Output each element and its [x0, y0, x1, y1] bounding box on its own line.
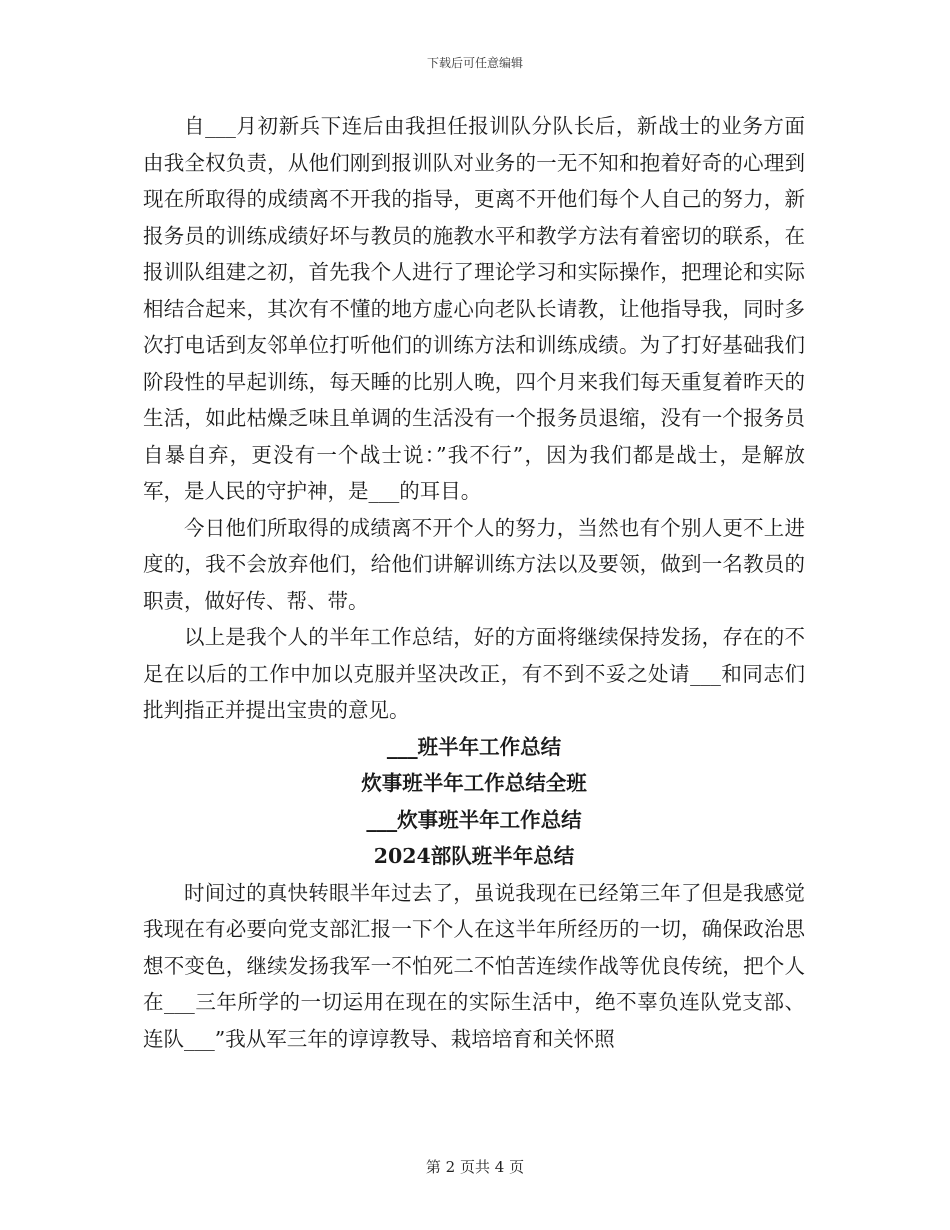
section-heading-1: ___班半年工作总结 — [386, 734, 562, 759]
document-body — [143, 108, 805, 1057]
section-headings — [143, 729, 805, 875]
body-paragraph-1: 自___月初新兵下连后由我担任报训队分队长后，新战士的业务方面由我全权负责，从他们刚到报训队对业务的一无不知和抱着好奇的心理到现在所取得的成绩离不开我的指导，更离不开他们每个人自己的努力，新报务员的训练成绩好坏与教员的施教水平和教学方法有着密切的联系，在报训队组建之初，首先我个人进行了理论学习和实际操作，把理论和实际相结合起来，其次有不懂的地方虚心向老队长请教，让他指导我，同时多次打电话到友邻单位打听他们的训练方法和训练成绩。为了打好基础我们阶段性的早起训练，每天睡的比别人晚，四个月来我们每天重复着昨天的生活，如此枯燥乏味且单调的生活没有一个报务员退缩，没有一个报务员自暴自弃，更没有一个战士说：”我不行”，因为我们都是战士，是解放军，是人民的守护神，是___的耳目。 — [143, 114, 805, 503]
body-paragraph-3: 以上是我个人的半年工作总结，好的方面将继续保持发扬，存在的不足在以后的工作中加以克服并坚决改正，有不到不妥之处请___和同志们批判指正并提出宝贵的意见。 — [143, 625, 805, 722]
page-footer: 第 2 页共 4 页 — [425, 1158, 525, 1176]
section-heading-2: 炊事班半年工作总结全班 — [361, 771, 587, 795]
section-heading-3: ___炊事班半年工作总结 — [366, 807, 582, 832]
section-heading-4: 2024部队班半年总结 — [373, 844, 575, 868]
body-paragraph-2: 今日他们所取得的成绩离不开个人的努力，当然也有个别人更不上进度的，我不会放弃他们，给他们讲解训练方法以及要领，做到一名教员的职责，做好传、帮、带。 — [143, 515, 805, 613]
page-header: 下载后可任意编辑 — [426, 56, 523, 70]
body-paragraph-4: 时间过的真快转眼半年过去了，虽说我现在已经第三年了但是我感觉我现在有必要向党支部汇报一下个人在这半年所经历的一切，确保政治思想不变色，继续发扬我军一不怕死二不怕苦连续作战等优良传统，把个人在___三年所学的一切运用在现在的实际生活中，绝不辜负连队党支部、连队___”我从军三年的谆谆教导、栽培培育和关怀照 — [143, 880, 805, 1051]
